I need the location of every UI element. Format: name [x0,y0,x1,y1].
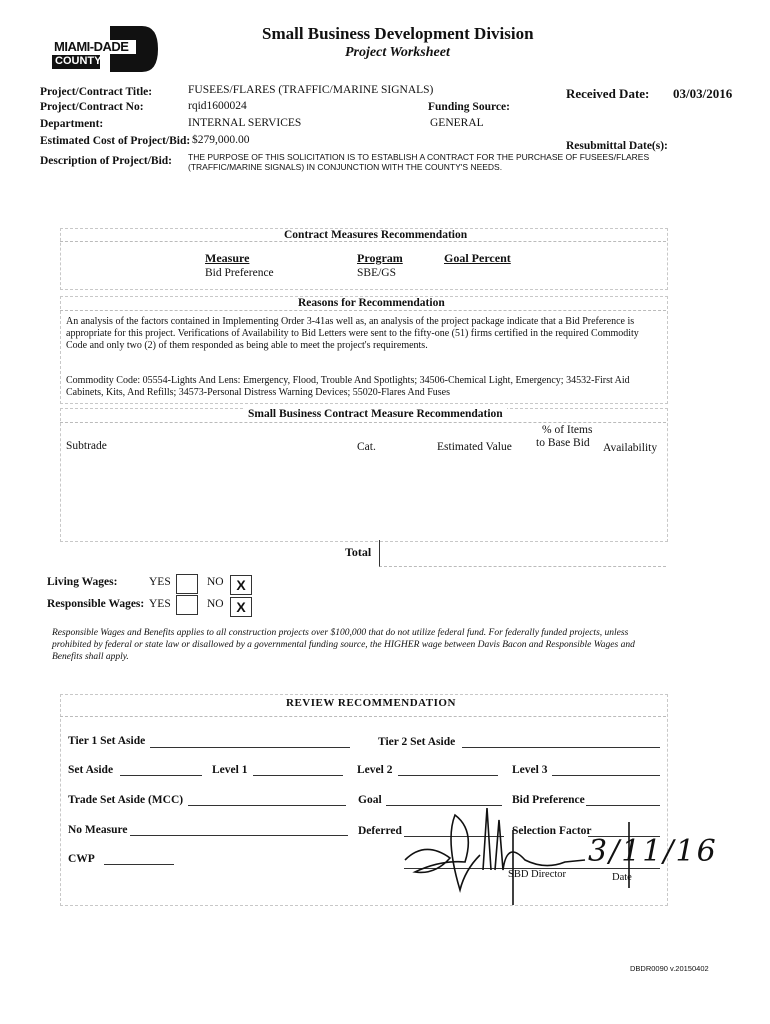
signature-date-handwritten: 3/11/16 [588,834,718,869]
deferred-label: Deferred [358,825,402,837]
responsible-wages-no-checkbox[interactable]: X [230,597,252,617]
living-wages-yes-label: YES [149,576,171,588]
funding-source-value: GENERAL [430,117,484,129]
form-number: DBDR0090 v.20150402 [630,964,709,973]
tier1-set-aside-field[interactable] [150,747,350,748]
percent-items-header-line2: to Base Bid [536,437,590,449]
department-value: INTERNAL SERVICES [188,117,302,129]
measure-column-header: Measure [205,251,250,265]
living-wages-no-label: NO [207,576,224,588]
received-date-label: Received Date: [566,86,650,101]
project-title-value: FUSEES/FLARES (TRAFFIC/MARINE SIGNALS) [188,84,434,96]
program-column-header: Program [357,251,403,265]
level1-field[interactable] [253,775,343,776]
level1-label: Level 1 [212,764,248,776]
contract-measures-header-line [60,241,666,242]
selection-factor-label: Selection Factor [512,825,592,837]
wages-note: Responsible Wages and Benefits applies to all construction projects over $100,000 that do not utilize federal fund. For federally funded projects, unless prohibited by federal or state law or disallowed by a governmental funding source, the HIGHER wage between Davis Bacon and Responsible Wages and Benefits shall apply. [52,628,635,662]
level2-label: Level 2 [357,764,393,776]
resubmittal-label: Resubmittal Date(s): [566,140,668,152]
measure-value: Bid Preference [205,267,274,279]
no-measure-field[interactable] [130,835,348,836]
estimated-cost-value: $279,000.00 [192,134,250,146]
trade-set-aside-field[interactable] [188,805,346,806]
contract-measures-heading: Contract Measures Recommendation [280,229,471,241]
set-aside-field[interactable] [120,775,202,776]
responsible-wages-label: Responsible Wages: [47,598,145,610]
cwp-field[interactable] [104,864,174,865]
responsible-wages-yes-checkbox[interactable] [176,595,198,615]
director-label: SBD Director [508,869,567,880]
review-heading: REVIEW RECOMMENDATION [282,697,460,709]
level3-field[interactable] [552,775,660,776]
received-date-value: 03/03/2016 [673,86,733,101]
subtrade-column-header: Subtrade [66,440,107,452]
percent-items-header-line1: % of Items [542,424,593,436]
commodity-codes: Commodity Code: 05554-Lights And Lens: Emergency, Flood, Trouble And Spotlights; 34506-Chemical Light, Emergency; 34532-First Aid Cabinets, Kits, And Refills; 34573-Personal Distress Warning Devices; 55020-Flares And Fuses [66,375,630,398]
project-no-value: rqid1600024 [188,100,247,112]
set-aside-label: Set Aside [68,764,114,776]
living-wages-yes-checkbox[interactable] [176,574,198,594]
project-title-label: Project/Contract Title: [40,86,153,98]
review-header-line [60,716,666,717]
program-value: SBE/GS [357,267,396,279]
small-business-heading: Small Business Contract Measure Recommendation [244,408,507,420]
department-label: Department: [40,118,104,130]
page-title: Small Business Development Division [262,24,534,43]
goal-column-header: Goal Percent [444,251,511,265]
goal-label: Goal [358,794,382,806]
total-label: Total [345,545,372,559]
date-label: Date [612,872,632,883]
tier2-set-aside-label: Tier 2 Set Aside [378,736,456,748]
logo-line2: COUNTY [55,55,102,67]
description-value: THE PURPOSE OF THIS SOLICITATION IS TO ESTABLISH A CONTRACT FOR THE PURCHASE OF FUSEES/FLARES (TRAFFIC/MARINE SIGNALS) IN CONJUNCTION WITH THE COUNTY'S NEEDS. [188,152,650,172]
tier1-set-aside-label: Tier 1 Set Aside [68,735,146,747]
living-wages-label: Living Wages: [47,576,118,588]
trade-set-aside-label: Trade Set Aside (MCC) [68,794,184,806]
reasons-text: An analysis of the factors contained in Implementing Order 3-41as well as, an analysis of the project package indicate that a Bid Preference is appropriate for this project. Verifications of Availability to Bid Letters were sent to the fifty-one (51) firms certified in the required Commodity Code and only two (2) of them responded as being able to meet the project's requirements. [66,316,639,351]
level3-label: Level 3 [512,764,548,776]
no-measure-label: No Measure [68,824,128,836]
total-value-box [379,540,666,567]
living-wages-no-checkbox[interactable]: X [230,575,252,595]
estimated-cost-label: Estimated Cost of Project/Bid: [40,135,191,147]
estimated-value-column-header: Estimated Value [437,441,512,453]
tier2-set-aside-field[interactable] [462,747,660,748]
responsible-wages-no-label: NO [207,598,224,610]
reasons-header-line [60,310,666,311]
level2-field[interactable] [398,775,498,776]
project-no-label: Project/Contract No: [40,101,144,113]
funding-source-label: Funding Source: [428,101,510,113]
page-subtitle: Project Worksheet [345,45,450,60]
bid-preference-label: Bid Preference [512,794,585,806]
cwp-label: CWP [68,853,95,865]
county-logo [50,24,160,74]
availability-column-header: Availability [603,442,658,454]
cat-column-header: Cat. [357,441,376,453]
logo-line1: MIAMI-DADE [54,39,129,54]
description-label: Description of Project/Bid: [40,155,173,167]
reasons-heading: Reasons for Recommendation [294,297,449,309]
responsible-wages-yes-label: YES [149,598,171,610]
small-business-header-line [60,422,666,423]
